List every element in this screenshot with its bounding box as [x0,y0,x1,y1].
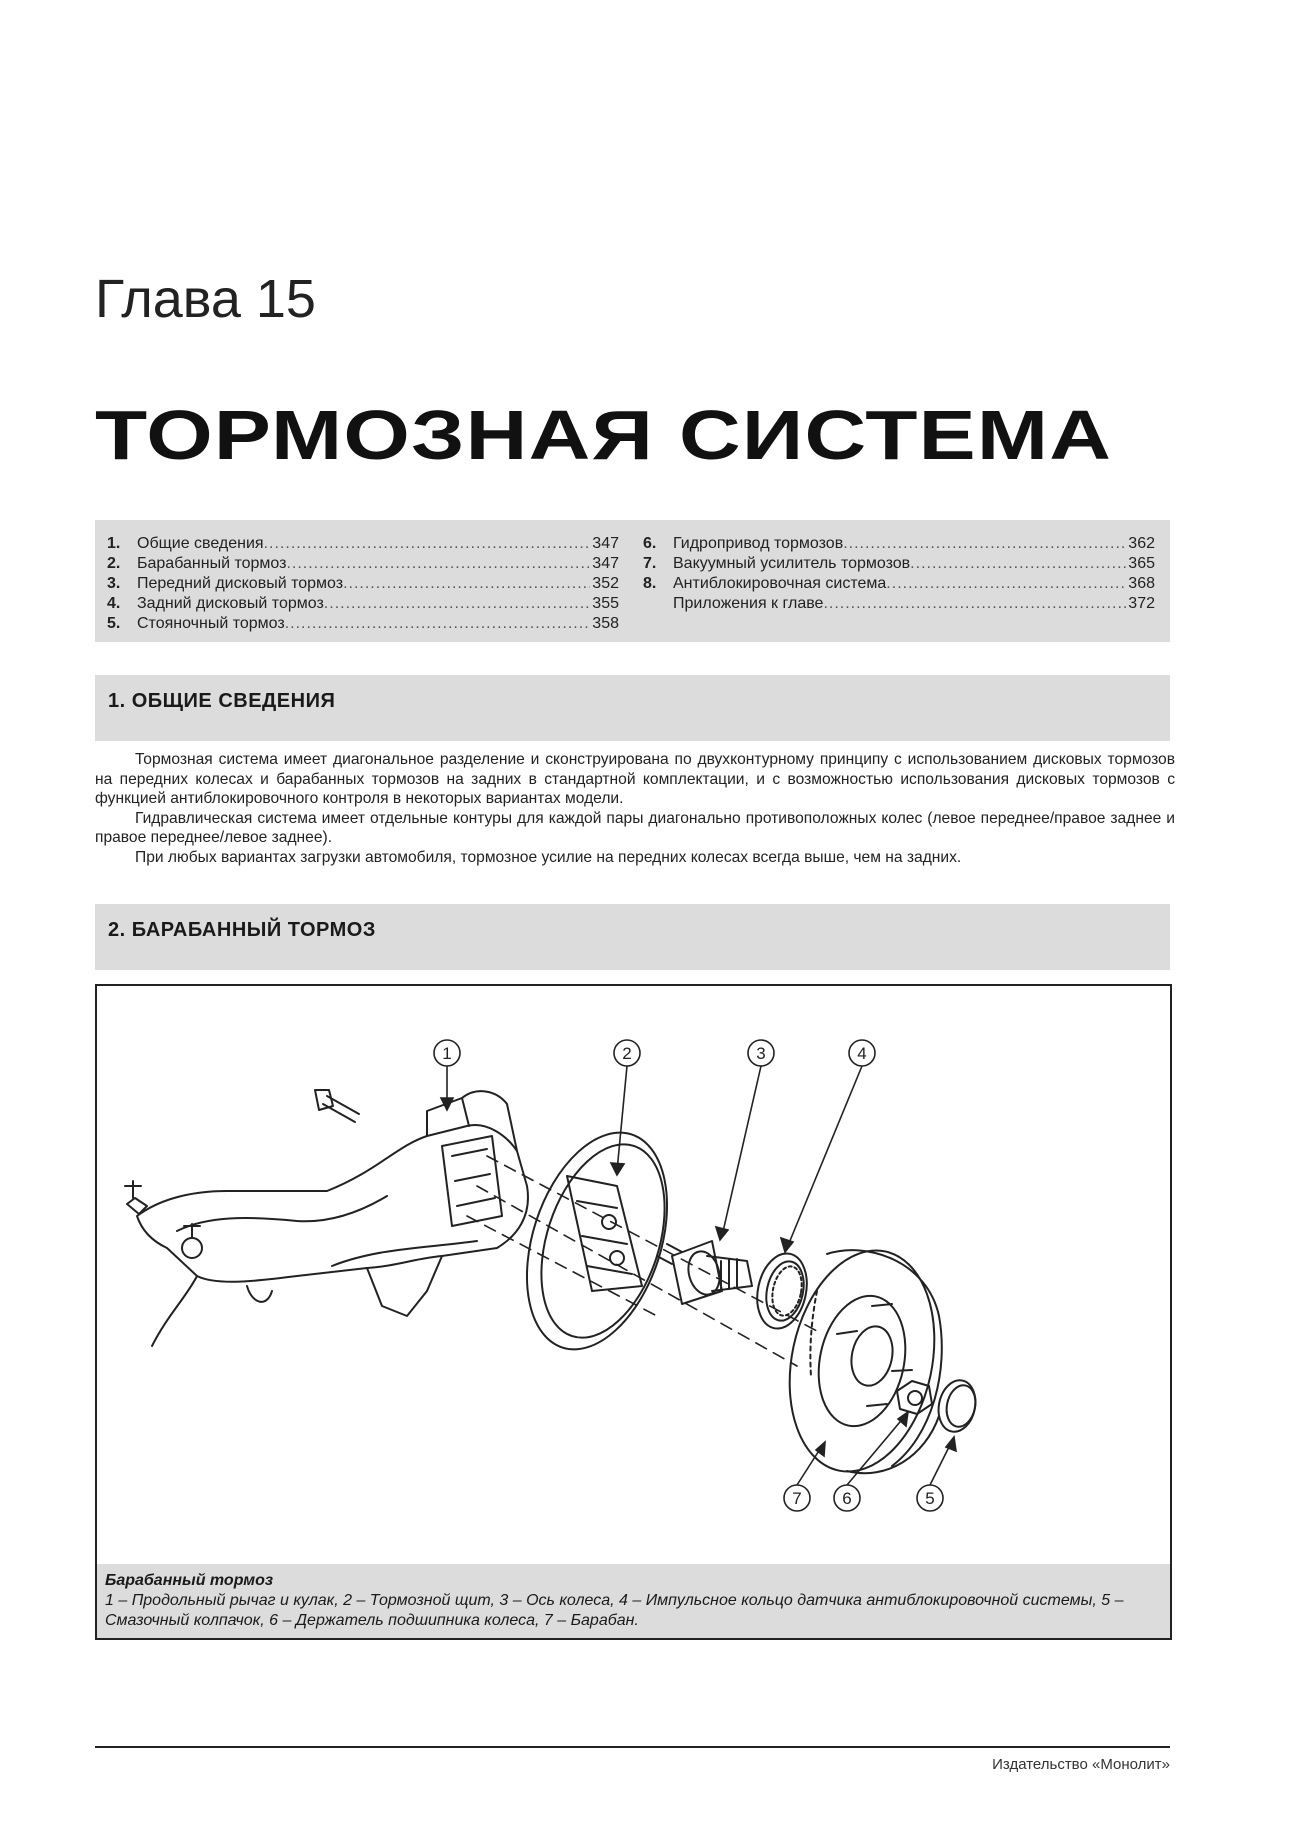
paragraph: При любых вариантах загрузки автомобиля, тормозное усилие на передних колесах всегда выше, чем на задних. [135,848,962,866]
toc-item: 3. Передний дисковый тормоз ..... 352 [107,574,619,594]
section-heading-text: 1. ОБЩИЕ СВЕДЕНИЯ [108,690,336,712]
toc-item: 8. Антиблокировочная система ..... 368 [643,574,1155,594]
paragraph: Тормозная система имеет диагональное разделение и сконструирована по двухконтурному принципу с использованием дисковых тормозов на передних колесах и барабанных тормозов на задних в стандартной комплектации, и с возможностью использования дисковых тормозов с функцией антиблокировочного контроля в некоторых вариантах модели. [95,751,1175,807]
drum-brake-diagram [97,986,1170,1564]
table-of-contents [95,520,1170,642]
toc-item: 5. Стояночный тормоз ..... 358 [107,614,619,634]
svg-text:5: 5 [925,1489,935,1508]
footer-divider [95,1746,1170,1748]
toc-item: Приложения к главе ..... 372 [643,594,1155,614]
toc-item: 7. Вакуумный усилитель тормозов ..... 365 [643,554,1155,574]
drum-brake-figure [95,984,1172,1640]
svg-text:3: 3 [756,1044,766,1063]
svg-text:4: 4 [857,1044,867,1063]
toc-item: 6. Гидропривод тормозов ..... 362 [643,534,1155,554]
backing-plate-illustration [502,1115,693,1368]
abs-ring-illustration [751,1249,814,1333]
section-heading-text: 2. БАРАБАННЫЙ ТОРМОЗ [108,919,376,941]
chapter-label: Глава 15 [95,269,316,329]
callout-4 [781,1040,875,1252]
toc-column-right [643,534,1155,614]
caption-text: 1 – Продольный рычаг и кулак, 2 – Тормозной щит, 3 – Ось колеса, 4 – Импульсное кольцо датчика антиблокировочной системы, 5 – Смазочный колпачок, 6 – Держатель подшипника колеса, 7 – Барабан. [105,1592,1124,1629]
callout-5 [917,1437,956,1511]
toc-item: 1. Общие сведения ..... 347 [107,534,619,554]
svg-text:2: 2 [622,1044,632,1063]
svg-text:6: 6 [842,1489,852,1508]
trailing-arm-illustration [125,1090,528,1346]
section-heading-general [95,675,1170,741]
bearing-nut-illustration [897,1381,932,1414]
toc-item: 4. Задний дисковый тормоз ..... 355 [107,594,619,614]
callout-3 [716,1040,774,1240]
paragraph: Гидравлическая система имеет отдельные контуры для каждой пары диагонально противоположных колес (левое переднее/правое заднее и правое переднее/левое заднее). [95,809,1175,846]
svg-text:1: 1 [442,1044,452,1063]
section-body-general [95,750,1175,867]
page-title: ТОРМОЗНАЯ СИСТЕМА [95,396,1113,474]
brake-drum-illustration [770,1237,954,1485]
toc-column-left [107,534,619,634]
caption-title: Барабанный тормоз [105,1572,274,1589]
assembly-axis-lines [467,1156,817,1366]
callout-2 [611,1040,640,1175]
figure-caption [97,1564,1170,1638]
toc-item: 2. Барабанный тормоз ..... 347 [107,554,619,574]
section-heading-drum-brake [95,904,1170,970]
callout-7 [784,1442,825,1511]
wheel-axle-illustration [672,1241,752,1304]
grease-cap-illustration [934,1377,980,1435]
publisher-name: Издательство «Монолит» [992,1756,1170,1773]
svg-text:7: 7 [792,1489,802,1508]
